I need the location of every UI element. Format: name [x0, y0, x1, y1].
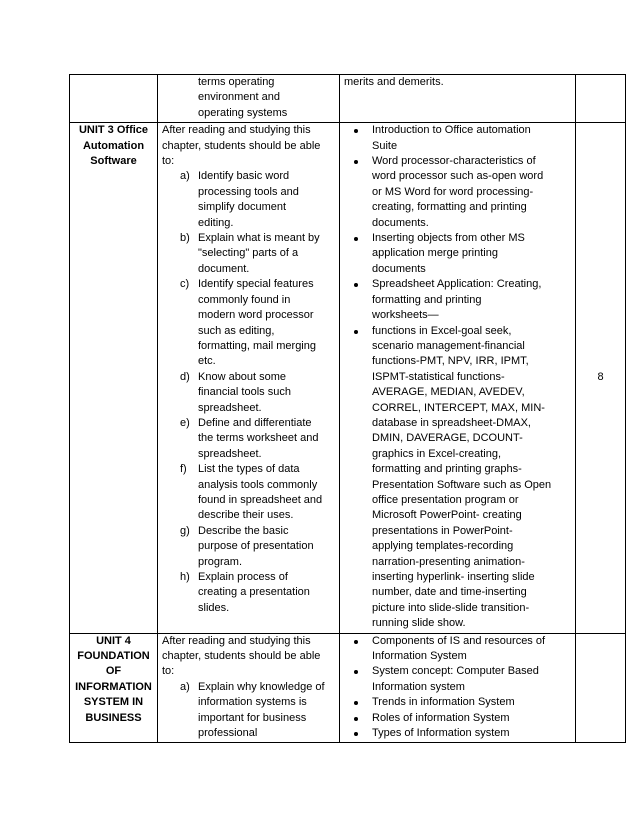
content-bullet-item: [344, 324, 571, 632]
hours-cell: 8: [576, 123, 626, 633]
objective-line: formatting, mail merging: [198, 339, 316, 352]
content-line: scenario management-financial: [372, 339, 525, 352]
objective-line: environment and: [198, 91, 280, 104]
hours-cell-empty: [576, 75, 626, 123]
objective-marker: c): [180, 278, 190, 291]
intro-line: chapter, students should be able: [162, 650, 321, 663]
objective-marker: g): [180, 524, 190, 537]
unit-title-line: SYSTEM IN: [83, 696, 144, 709]
objective-line: document.: [198, 262, 250, 275]
objective-line: simplify document: [198, 201, 287, 214]
objective-line: analysis tools commonly: [198, 478, 318, 491]
objective-line: Identify special features: [198, 278, 314, 291]
content-line: formatting and printing graphs-: [372, 463, 522, 476]
content-line: documents: [372, 262, 426, 275]
content-line: narration-presenting animation-: [372, 555, 525, 568]
content-line: graphics in Excel-creating,: [372, 447, 502, 460]
content-line: database in spreadsheet-DMAX,: [372, 416, 531, 429]
content-line: picture into slide-slide transition-: [372, 601, 530, 614]
content-line: Introduction to Office automation: [372, 124, 531, 137]
unit-title-line: UNIT 3 Office: [78, 124, 149, 137]
content-line: formatting and printing: [372, 293, 482, 306]
objective-line: Know about some: [198, 370, 287, 383]
content-line: or MS Word for word processing-: [372, 185, 534, 198]
objective-item: [162, 570, 335, 616]
content-line: CORREL, INTERCEPT, MAX, MIN-: [372, 401, 545, 414]
objective-line: Describe the basic: [198, 524, 289, 537]
content-line: AVERAGE, MEDIAN, AVEDEV,: [372, 386, 525, 399]
objective-line: information systems is: [198, 696, 307, 709]
intro-line: After reading and studying this: [162, 634, 311, 647]
objective-item: [162, 462, 335, 524]
objective-line: editing.: [198, 216, 234, 229]
content-line: applying templates-recording: [372, 540, 514, 553]
table-row-unit-3: [70, 123, 626, 633]
content-line: worksheets—: [372, 309, 439, 322]
content-list: [344, 634, 571, 742]
objective-line: such as editing,: [198, 324, 275, 337]
content-line: DMIN, DAVERAGE, DCOUNT-: [372, 432, 523, 445]
content-line: number, date and time-inserting: [372, 586, 527, 599]
objective-line: "selecting" parts of a: [198, 247, 299, 260]
objectives-cell: [158, 633, 340, 743]
objective-item: [162, 680, 335, 742]
content-bullet-item: [344, 123, 571, 154]
objective-line: Explain process of: [198, 571, 288, 583]
objectives-intro: [162, 634, 335, 680]
objective-marker: d): [180, 370, 190, 383]
objective-line: spreadsheet.: [198, 447, 262, 460]
objective-line: spreadsheet.: [198, 401, 262, 414]
objective-item: [162, 169, 335, 231]
content-line: Suite: [372, 139, 398, 152]
objectives-intro: [162, 123, 335, 169]
objective-line: important for business: [198, 711, 307, 724]
content-bullet-item: [344, 634, 571, 665]
content-line: office presentation program or: [372, 493, 519, 506]
content-line: Trends in information System: [372, 696, 515, 709]
unit-title-line: UNIT 4: [96, 634, 131, 647]
objective-line: commonly found in: [198, 293, 291, 306]
content-list: [344, 123, 571, 631]
objective-line: describe their uses.: [198, 509, 294, 522]
hours-cell-empty: [576, 633, 626, 743]
content-bullet-item: [344, 664, 571, 695]
content-line: Components of IS and resources of: [372, 634, 546, 647]
unit-title-line: Software: [90, 155, 137, 168]
objective-line: slides.: [198, 601, 230, 614]
content-line: functions-PMT, NPV, IRR, IPMT,: [372, 355, 529, 368]
objective-item: [162, 370, 335, 416]
table-row-unit-4: [70, 633, 626, 743]
objective-marker: a): [180, 170, 190, 183]
objective-line: Define and differentiate: [198, 416, 312, 429]
objective-line: processing tools and: [198, 185, 299, 198]
objective-line: found in spreadsheet and: [198, 493, 323, 506]
objective-item: [162, 231, 335, 277]
intro-line: After reading and studying this: [162, 124, 311, 137]
objective-line: Identify basic word: [198, 170, 290, 183]
intro-line: chapter, students should be able: [162, 139, 321, 152]
unit-cell-empty: [70, 75, 158, 123]
objective-line: purpose of presentation: [198, 540, 314, 553]
objective-line: List the types of data: [198, 463, 300, 476]
objective-line: operating systems: [198, 106, 288, 119]
unit-title-cell: [70, 633, 158, 743]
content-line: Presentation Software such as Open: [372, 478, 552, 491]
content-line: Word processor-characteristics of: [372, 155, 536, 168]
intro-line: to:: [162, 665, 175, 678]
objective-line: modern word processor: [198, 309, 314, 322]
unit-title-line: BUSINESS: [85, 711, 142, 724]
objective-line: financial tools such: [198, 386, 291, 399]
content-line: Information system: [372, 680, 465, 693]
unit-title-line: Automation: [82, 139, 145, 152]
objective-marker: b): [180, 232, 190, 245]
content-bullet-item: [344, 695, 571, 710]
content-bullet-item: [344, 711, 571, 726]
objectives-list: [162, 680, 335, 742]
objective-line: professional: [198, 727, 258, 740]
objectives-list: [162, 169, 335, 616]
content-bullet-item: [344, 231, 571, 277]
objective-line: the terms worksheet and: [198, 432, 319, 445]
content-line: inserting hyperlink- inserting slide: [372, 571, 535, 583]
content-line: Microsoft PowerPoint- creating: [372, 509, 522, 522]
objectives-cell: [158, 75, 340, 123]
objective-line: Explain why knowledge of: [198, 680, 325, 693]
content-line: functions in Excel-goal seek,: [372, 324, 512, 337]
content-cell: [340, 123, 576, 633]
content-line: creating, formatting and printing: [372, 201, 527, 214]
content-line: Types of Information system: [372, 727, 510, 740]
objective-item: [162, 277, 335, 369]
content-bullet-item: [344, 154, 571, 231]
unit-title-cell: [70, 123, 158, 633]
syllabus-table: [69, 74, 626, 743]
objectives-continuation: [162, 75, 335, 121]
objective-line: Explain what is meant by: [198, 232, 320, 245]
content-cell: [340, 633, 576, 743]
table-row-continuation: [70, 75, 626, 123]
content-line: Information System: [372, 650, 467, 663]
content-line: System concept: Computer Based: [372, 665, 539, 678]
objective-marker: e): [180, 416, 190, 429]
objectives-cell: [158, 123, 340, 633]
objective-line: program.: [198, 555, 243, 568]
unit-title-line: INFORMATION: [75, 680, 152, 693]
content-text: merits and demerits.: [344, 76, 444, 88]
content-line: Roles of information System: [372, 711, 510, 724]
content-line: application merge printing: [372, 247, 498, 260]
objective-line: etc.: [198, 355, 216, 368]
objective-line: terms operating: [198, 76, 275, 88]
objective-marker: h): [180, 571, 190, 583]
objective-line: creating a presentation: [198, 586, 310, 599]
content-line: word processor such as-open word: [372, 170, 544, 183]
content-bullet-item: [344, 726, 571, 741]
content-line: documents.: [372, 216, 429, 229]
content-cell: [340, 75, 576, 123]
content-line: Inserting objects from other MS: [372, 232, 525, 245]
objective-item: [162, 524, 335, 570]
unit-title-line: OF: [105, 665, 122, 678]
content-line: presentations in PowerPoint-: [372, 524, 513, 537]
intro-line: to:: [162, 155, 175, 168]
objective-marker: f): [180, 463, 187, 476]
objective-marker: a): [180, 680, 190, 693]
content-line: ISPMT-statistical functions-: [372, 370, 505, 383]
content-line: running slide show.: [372, 617, 466, 630]
objective-item: [162, 416, 335, 462]
unit-title-line: FOUNDATION: [77, 650, 150, 663]
content-bullet-item: [344, 277, 571, 323]
content-line: Spreadsheet Application: Creating,: [372, 278, 542, 291]
